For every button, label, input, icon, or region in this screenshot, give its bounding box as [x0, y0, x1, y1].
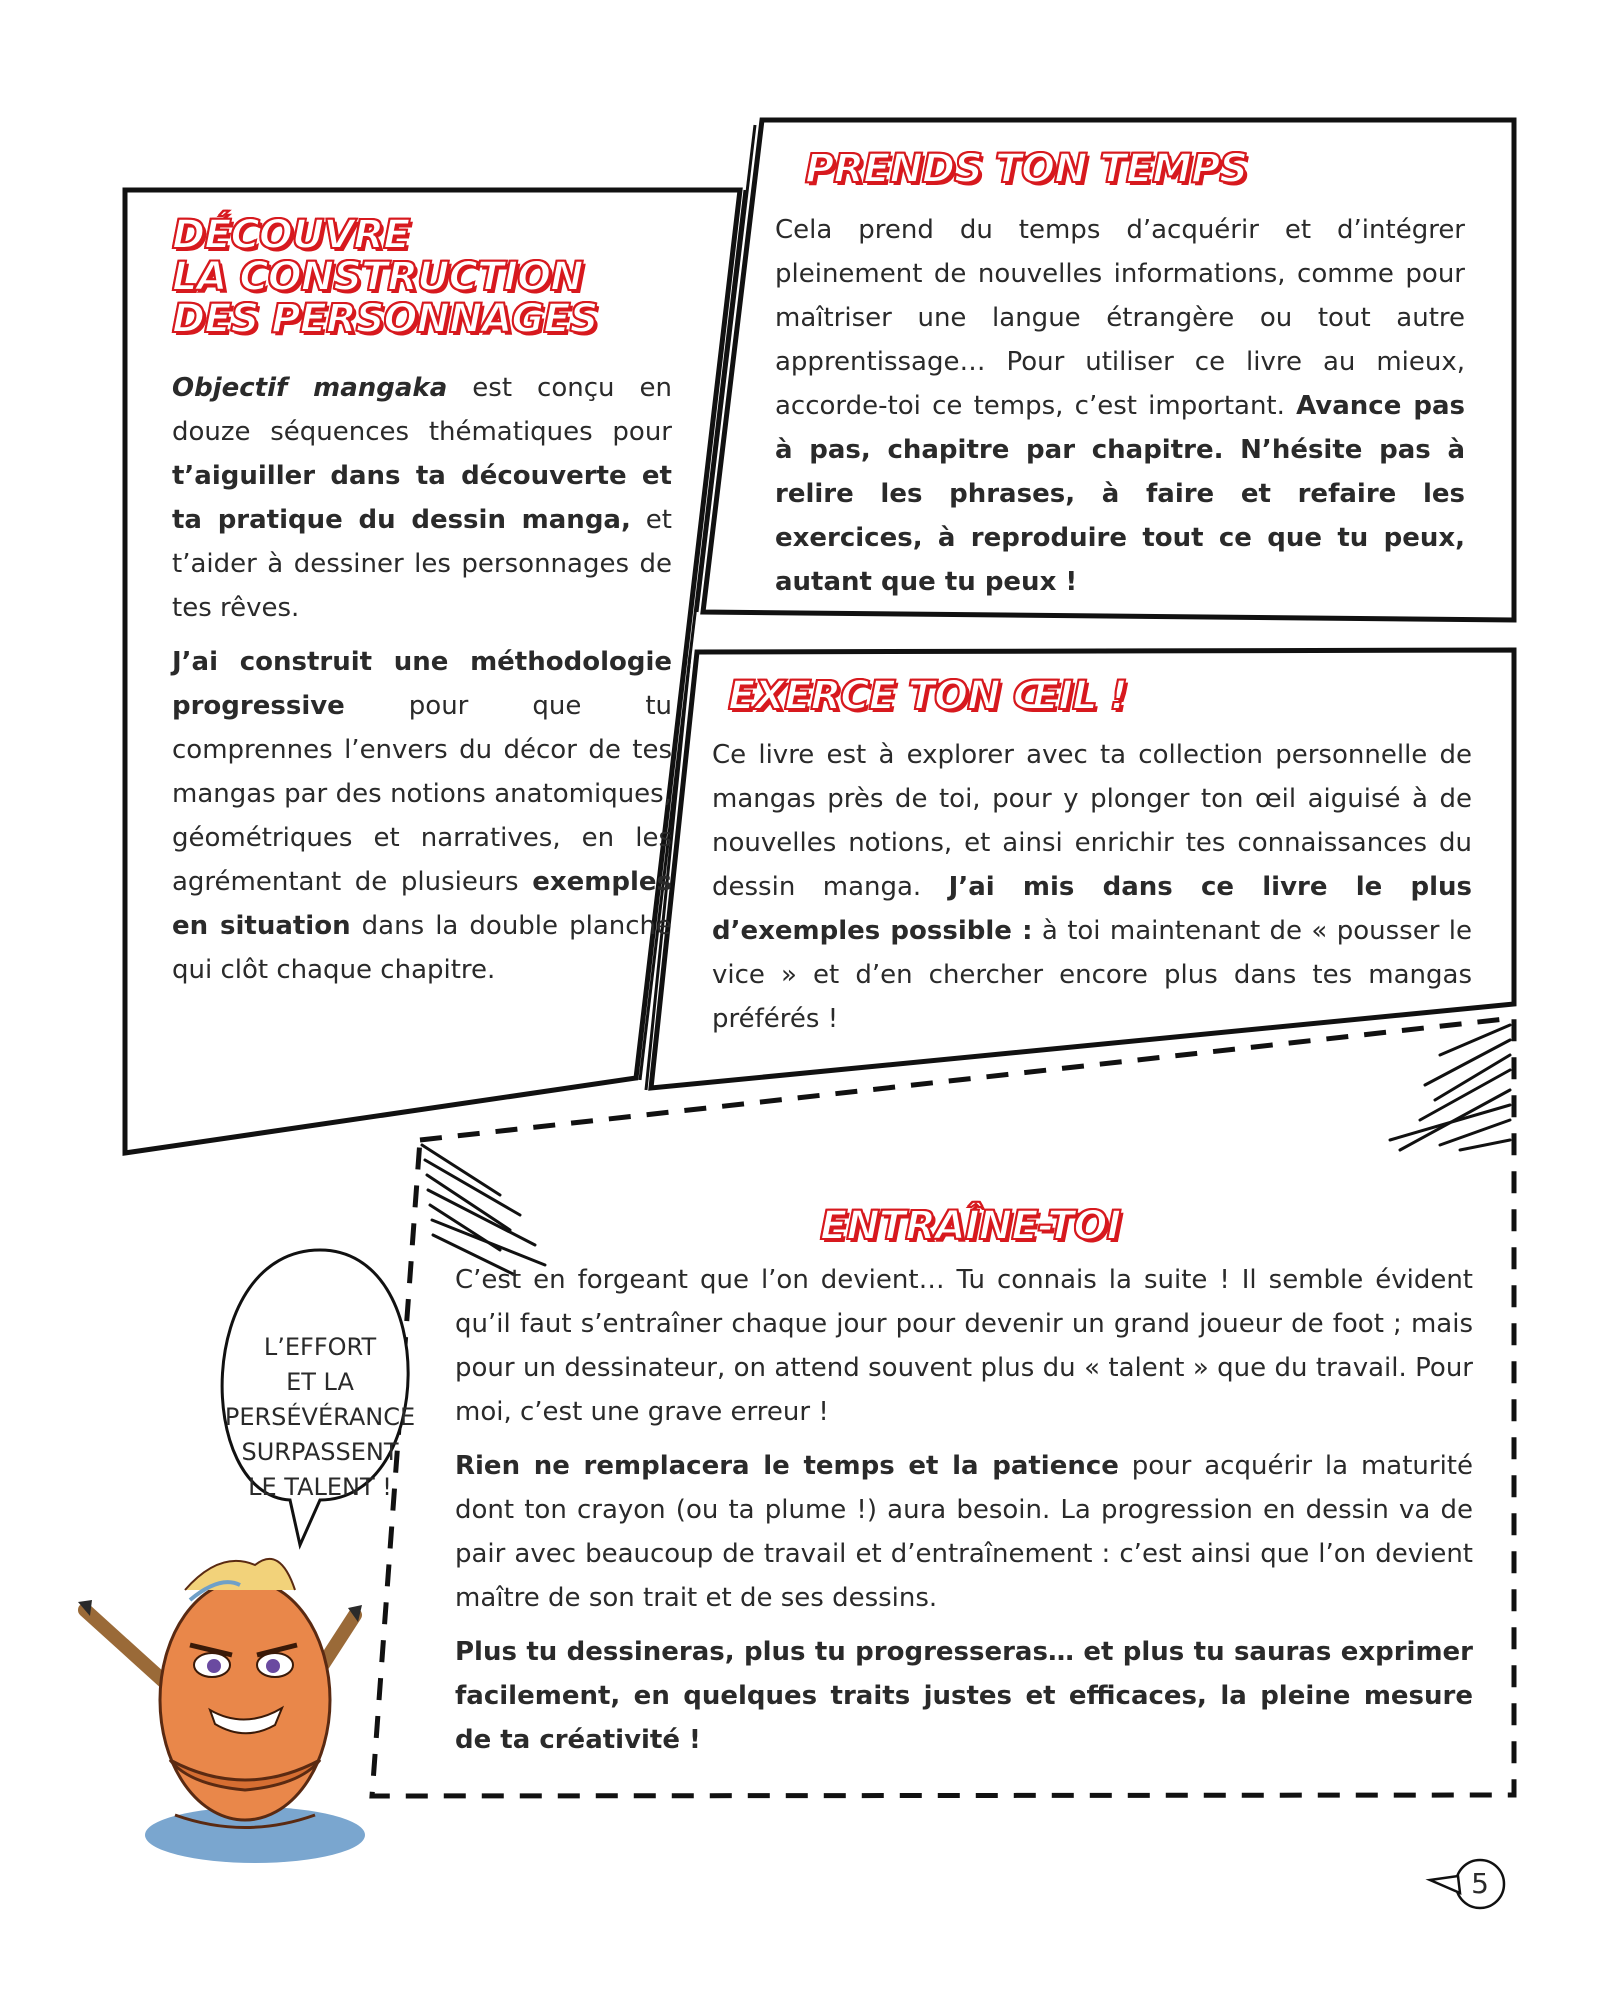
pencil-potato-mascot-icon: [78, 1559, 365, 1863]
text-run: pour que tu comprennes l’envers du décor de tes mangas par des notions anatomiques, géométriques et narratives, en les agrémentant de plusieurs: [172, 691, 672, 897]
bold-text: t’aiguiller dans ta découverte et ta pratique du dessin manga,: [172, 461, 672, 535]
text-run: à toi maintenant de « pousser le vice » et d’en chercher encore plus dans tes mangas préférés !: [712, 916, 1473, 1034]
bold-text: Rien ne remplacera le temps et la patience: [455, 1451, 1119, 1481]
paragraph: [172, 640, 672, 992]
panel-train-eye-title: EXERCE TON ŒIL !: [728, 673, 1127, 719]
text-run: est conçu en douze séquences thématiques pour: [172, 373, 673, 447]
panel-discover-title-line: LA CONSTRUCTION: [172, 254, 583, 300]
bubble-line: SURPASSENT: [241, 1438, 399, 1466]
page-number: 5: [1471, 1867, 1489, 1900]
bold-text: Plus tu dessineras, plus tu progresseras… et plus tu sauras exprimer facilement, en quelques traits justes et efficaces, la pleine mesure de ta créativité !: [455, 1637, 1473, 1755]
bubble-line: LE TALENT !: [248, 1473, 392, 1501]
panel-train-eye-body: [712, 733, 1472, 1051]
bubble-line: PERSÉVÉRANCE: [224, 1403, 416, 1431]
bold-text: J’ai mis dans ce livre le plus d’exemples possible :: [712, 872, 1472, 946]
text-run: Ce livre est à explorer avec ta collection personnelle de mangas près de toi, pour y plonger ton œil aiguisé à de nouvelles notions, et ainsi enrichir tes connaissances du dessin manga.: [712, 740, 1472, 902]
speech-bubble-text: [205, 1330, 435, 1505]
bubble-line: L’EFFORT: [263, 1333, 377, 1361]
bubble-line: ET LA: [286, 1368, 354, 1396]
panel-practice-title: ENTRAÎNE-TOI: [820, 1203, 1121, 1249]
text-run: et t’aider à dessiner les personnages de tes rêves.: [172, 505, 672, 623]
panel-discover-body: [172, 366, 672, 1002]
panel-take-time-body: [775, 208, 1465, 614]
panel-discover-title: [172, 214, 597, 340]
bold-text: J’ai construit une méthodologie progressive: [172, 647, 672, 721]
text-run: Cela prend du temps d’acquérir et d’intégrer pleinement de nouvelles informations, comme pour maîtriser une langue étrangère ou tout autre apprentissage… Pour utiliser ce livre au mieux, accorde-toi ce temps, c’est important.: [775, 215, 1465, 421]
paragraph: [712, 733, 1472, 1041]
panel-discover-title-line: DÉCOUVRE: [172, 212, 410, 258]
bold-text: exemples en situation: [172, 867, 672, 941]
paragraph: [455, 1630, 1473, 1762]
panel-discover-title-line: DES PERSONNAGES: [172, 296, 598, 342]
text-run: pour acquérir la maturité dont ton crayon (ou ta plume !) aura besoin. La progression en dessin va de pair avec beaucoup de travail et d’entraînement : c’est ainsi que l’on devient maître de son trait et de ses dessins.: [455, 1451, 1473, 1613]
panel-take-time-title: PRENDS TON TEMPS: [805, 146, 1248, 192]
paragraph: [775, 208, 1465, 604]
paragraph: [172, 366, 672, 630]
paragraph: [455, 1444, 1473, 1620]
text-run: dans la double planche qui clôt chaque chapitre.: [172, 911, 673, 985]
book-title: Objectif mangaka: [172, 373, 448, 403]
bold-text: Avance pas à pas, chapitre par chapitre. N’hésite pas à relire les phrases, à faire et refaire les exercices, à reproduire tout ce que tu peux, autant que tu peux !: [775, 391, 1465, 597]
paragraph: C’est en forgeant que l’on devient… Tu connais la suite ! Il semble évident qu’il faut s’entraîner chaque jour pour devenir un grand joueur de foot ; mais pour un dessinateur, on attend souvent plus du « talent » que du travail. Pour moi, c’est une grave erreur !: [455, 1265, 1473, 1427]
panel-practice-body: [455, 1258, 1473, 1772]
